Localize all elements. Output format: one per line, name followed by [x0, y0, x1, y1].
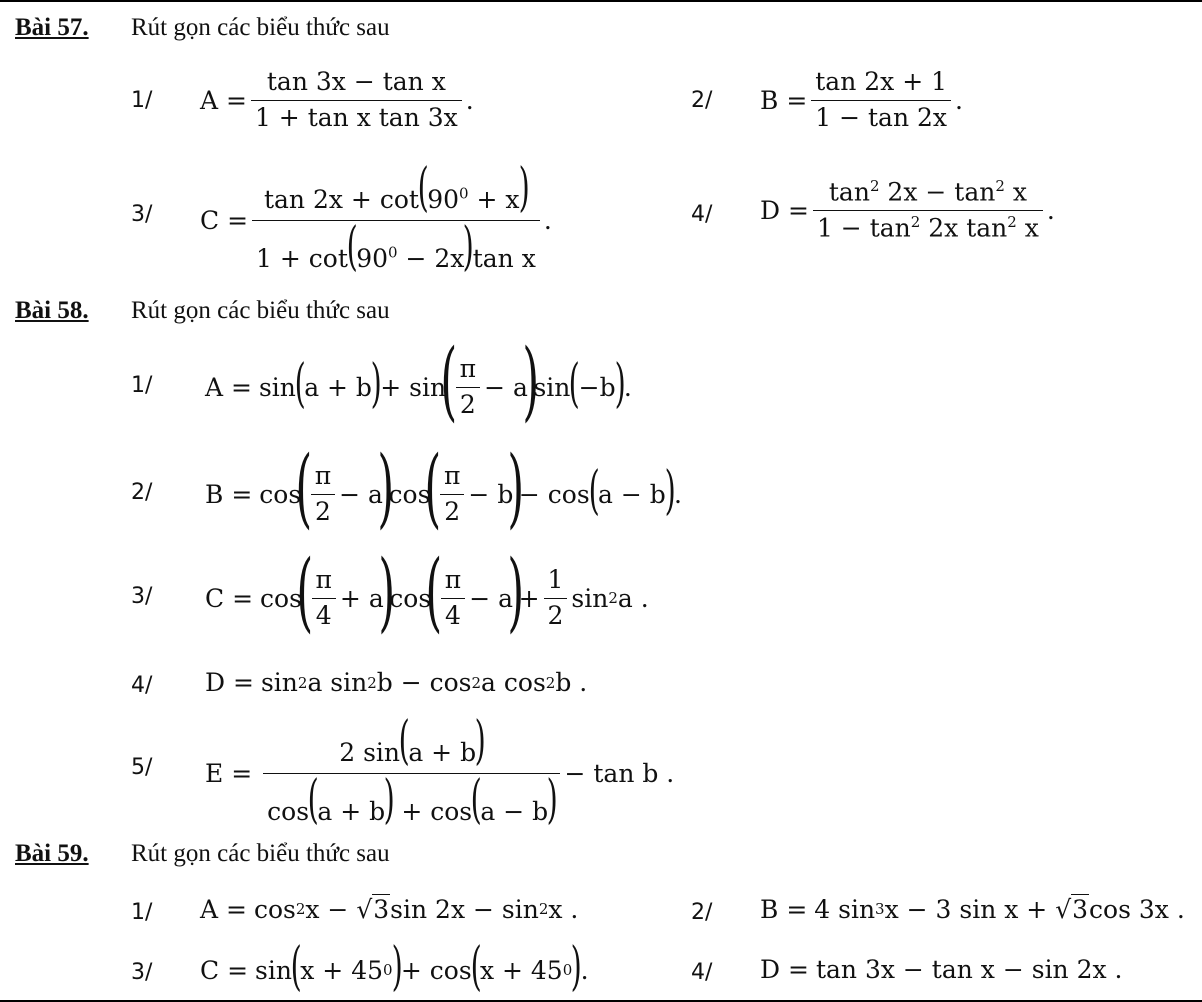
bai57-item2-numerator: tan 2x + 1	[815, 67, 948, 96]
bai58-item1-number: 1/	[131, 373, 153, 398]
bai58-item1-formula: A = sin ( a + b ) + sin ( $\frac{\pi}{2}$ − a ) sin ( −b ) .	[205, 331, 632, 431]
bai57-item1-formula: A = $\frac{\text{tan 3x − tan x}}{\text{1 + tan x tan 3x}}$ .	[200, 67, 474, 132]
bai57-item4-formula: D = $\frac{\tan^2 2x - \tan^2 x}{1 - \tan^2 2x \tan^2 x}$ .	[760, 177, 1055, 243]
bai57-item2-formula: B = $\frac{\tan 2x + 1}{1 - \tan 2x}$ .	[760, 67, 963, 132]
bai59-instruction: Rút gọn các biểu thức sau	[131, 840, 390, 867]
bai59-title: Bài 59.	[15, 840, 89, 867]
bai58-item5-number: 5/	[131, 755, 153, 780]
bai59-item1-formula: A = cos 2 x − √ 3 sin 2x − sin 2 x .	[200, 894, 579, 924]
bai58-item2-formula: B = cos ( $\frac{\pi}{2}$ − a ) cos ( $\frac{\pi}{2}$ − b ) − cos ( a − b ) .	[205, 438, 682, 538]
bai59-item2-number: 2/	[691, 900, 713, 925]
bai57-item3-formula: C = $\frac{\tan 2x + \cot(90^0 + x)}{1 + \cot(90^0 - 2x)\tan x}$ .	[200, 158, 552, 277]
bai58-item4-formula: D = sin 2 a sin 2 b − cos 2 a cos 2 b .	[205, 668, 588, 697]
bai57-item4-number: 4/	[691, 202, 713, 227]
bai57-item2-denominator: 1 − tan 2x	[811, 100, 951, 133]
bai59-item1-number: 1/	[131, 900, 153, 925]
bai59-item3-formula: C = sin ( x + 45 0 ) + cos ( x + 45 0 ) .	[200, 937, 589, 997]
bai57-item2-number: 2/	[691, 88, 713, 113]
bai59-item4-number: 4/	[691, 960, 713, 985]
bai59-item3-number: 3/	[131, 960, 153, 985]
bai57-instruction: Rút gọn các biểu thức sau	[131, 14, 390, 41]
bai58-item3-formula: C = cos ( $\frac{\pi}{4}$ + a ) cos ( $\frac{\pi}{4}$ − a ) + $\frac{1}{2}$ sin 2 a .	[205, 542, 649, 642]
bai58-item3-number: 3/	[131, 584, 153, 609]
bai58-item5-formula: E = $\frac{2 \sin(a + b)}{\cos(a + b) + \cos(a - b)}$ − tan b .	[205, 711, 675, 830]
bai58-title: Bài 58.	[15, 297, 89, 324]
bai57-item1-denominator: 1 + tan x tan 3x	[251, 100, 462, 133]
bai57-item1-number: 1/	[131, 88, 153, 113]
bai57-title: Bài 57.	[15, 14, 89, 41]
bai59-item2-formula: B = 4 sin 3 x − 3 sin x + √ 3 cos 3x .	[760, 894, 1185, 924]
bai58-item2-number: 2/	[131, 480, 153, 505]
bai57-item1-numerator: tan 3x − tan x	[266, 67, 446, 96]
top-rule	[0, 0, 1202, 2]
bai57-item3-number: 3/	[131, 202, 153, 227]
bai58-instruction: Rút gọn các biểu thức sau	[131, 297, 390, 324]
bai58-item4-number: 4/	[131, 673, 153, 698]
bai59-item4-formula: D = tan 3x − tan x − sin 2x .	[760, 955, 1123, 984]
